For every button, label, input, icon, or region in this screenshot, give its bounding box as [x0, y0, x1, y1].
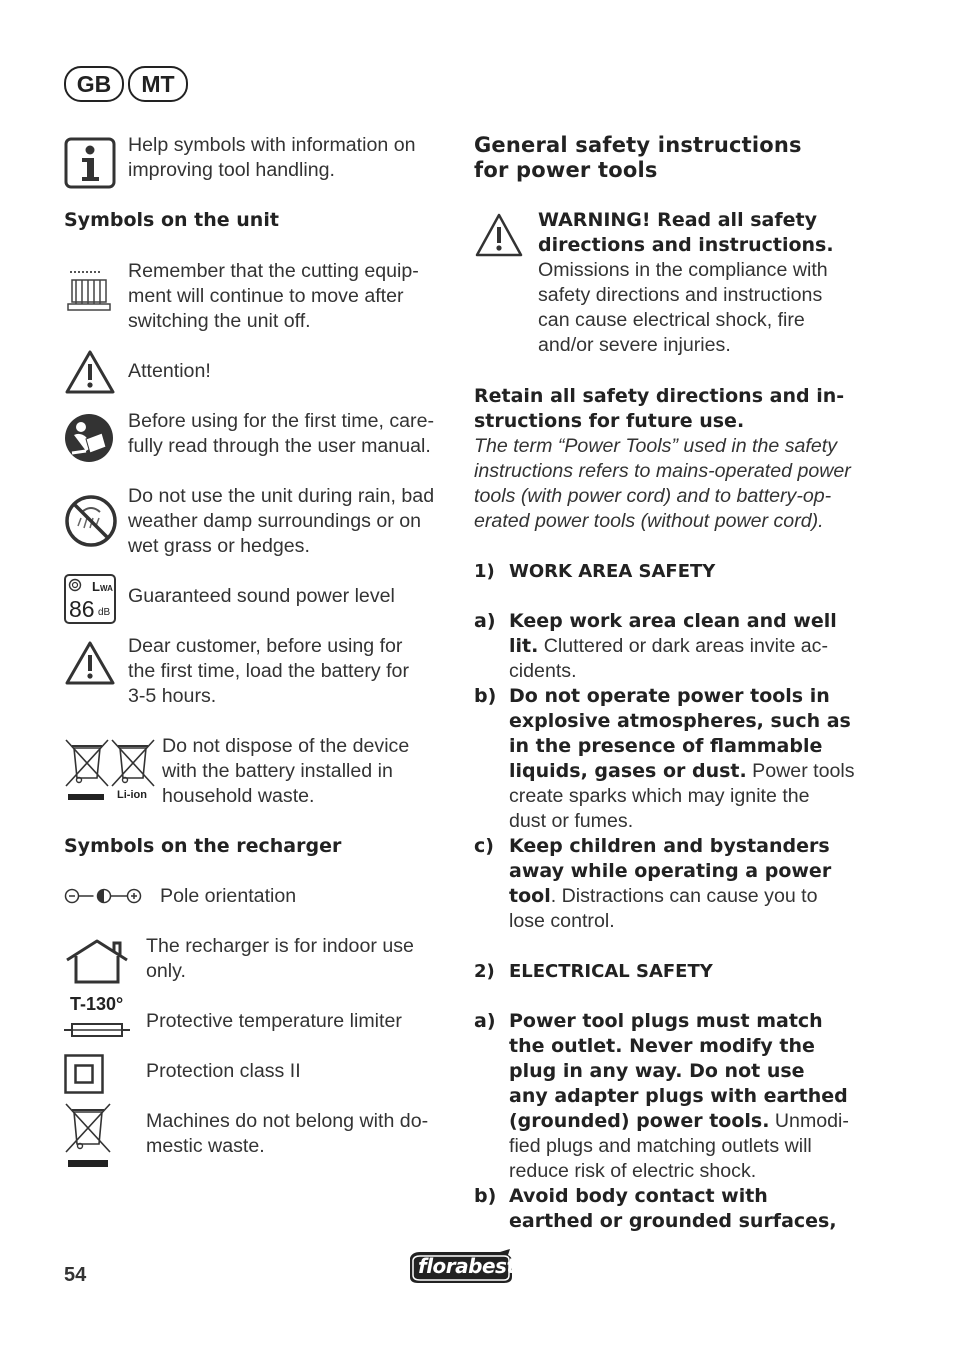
page-number: 54 — [64, 1264, 87, 1286]
crossed-bin-icon — [110, 738, 156, 790]
unit-item-text-6: Dear customer, before using for the first time, load the battery for 3-5 hours. — [128, 635, 409, 707]
item-1c-label: c) — [474, 835, 494, 857]
warning-triangle-icon — [474, 212, 524, 258]
crossed-bin-icon — [64, 1102, 112, 1170]
recharger-item-text-4: Protection class II — [146, 1060, 301, 1082]
cutting-equipment-icon — [64, 268, 114, 318]
recharger-item-text-3: Protective temperature limiter — [146, 1010, 402, 1032]
temperature-label: T-130° — [70, 994, 124, 1014]
item-2b-text: Avoid body contact with earthed or grounded surfaces, — [509, 1185, 837, 1232]
read-manual-icon — [64, 413, 114, 463]
crossed-bin-icon — [64, 738, 110, 804]
section-1-title: WORK AREA SAFETY — [509, 561, 716, 582]
item-1a-text: Keep work area clean and well lit. Cluttered or dark areas invite ac- cidents. — [509, 610, 837, 682]
temperature-limiter-icon — [62, 1020, 132, 1040]
indoor-use-icon — [64, 938, 130, 986]
recharger-item-text-2: The recharger is for indoor use only. — [146, 935, 414, 982]
item-1a-label: a) — [474, 610, 496, 632]
warning-triangle-icon — [64, 640, 116, 686]
unit-item-text-4: Do not use the unit during rain, bad weather damp surroundings or on wet grass or hedges. — [128, 485, 435, 557]
section-heading: General safety instructions for power tools — [474, 133, 802, 182]
info-icon — [64, 137, 116, 189]
item-1b-text: Do not operate power tools in explosive atmospheres, such as in the presence of flammable liquids, gases or dust. Power tools create sparks which may ignite the dust or fumes. — [509, 685, 855, 832]
pole-orientation-icon — [64, 886, 144, 906]
warning-triangle-icon — [64, 349, 116, 395]
item-2a-label: a) — [474, 1010, 496, 1032]
brand-logo: florabest — [406, 1248, 518, 1286]
symbols-recharger-heading: Symbols on the recharger — [64, 835, 342, 857]
unit-item-text-7: Do not dispose of the device with the battery installed in household waste. — [162, 735, 410, 807]
retain-text: Retain all safety directions and in- structions for future use. The term “Power Tools” used in the safety instructions refers to mains-operated power tools (with power cord) and to battery-op- erated power tools (without power cord). — [474, 385, 851, 532]
section-1-number: 1) — [474, 561, 495, 582]
unit-item-text-5: Guaranteed sound power level — [128, 585, 395, 607]
sound-level-icon: LWA 86 dB — [64, 574, 116, 624]
lang-badge-mt: MT — [128, 66, 188, 102]
item-1c-text: Keep children and bystanders away while operating a power tool. Distractions can cause you to lose control. — [509, 835, 832, 932]
li-ion-label: Li-ion — [117, 789, 147, 801]
symbols-unit-heading: Symbols on the unit — [64, 209, 279, 231]
unit-item-text-3: Before using for the first time, care- fully read through the user manual. — [128, 410, 434, 457]
item-2b-label: b) — [474, 1185, 497, 1207]
info-text: Help symbols with information on improving tool handling. — [128, 134, 416, 181]
section-2-title: ELECTRICAL SAFETY — [509, 961, 713, 982]
no-rain-icon — [64, 494, 118, 548]
recharger-item-text-1: Pole orientation — [160, 885, 297, 907]
protection-class-icon — [64, 1054, 104, 1094]
recharger-item-text-5: Machines do not belong with do- mestic waste. — [146, 1110, 429, 1157]
unit-item-text-2: Attention! — [128, 360, 211, 382]
lang-badge-gb: GB — [64, 66, 124, 102]
warning-text: WARNING! Read all safety directions and instructions. Omissions in the compliance with safety directions and instructions can cause electrical shock, fire and/or severe injuries. — [538, 209, 834, 356]
item-2a-text: Power tool plugs must match the outlet. Never modify the plug in any way. Do not use any adapter plugs with earthed (grounded) power tools. Unmodi- fied plugs and matching outlets will reduce risk of electric shock. — [509, 1010, 849, 1182]
item-1b-label: b) — [474, 685, 497, 707]
section-2-number: 2) — [474, 961, 495, 982]
unit-item-text-1: Remember that the cutting equip- ment will continue to move after switching the unit off. — [128, 260, 419, 332]
